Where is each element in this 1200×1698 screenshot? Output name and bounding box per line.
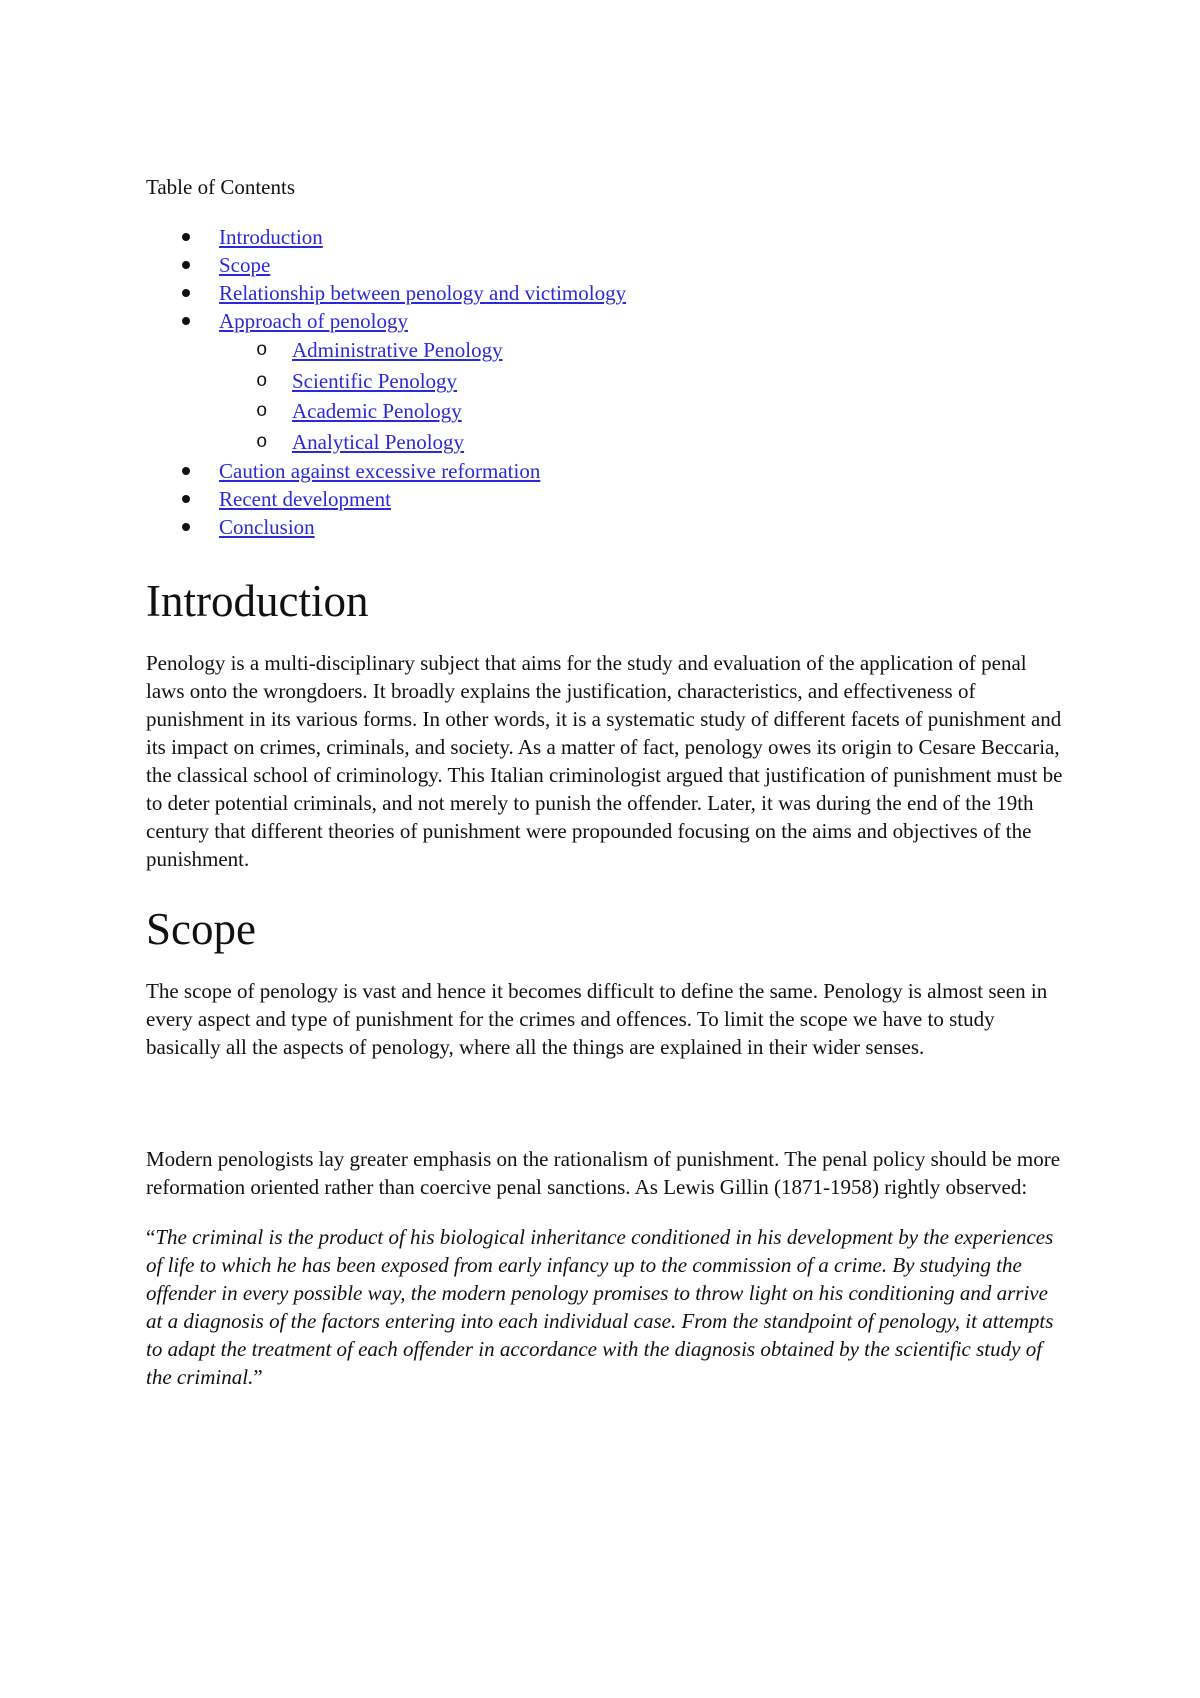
table-of-contents [146, 223, 1066, 541]
circle-bullet-icon: o [256, 369, 268, 392]
quote-open-mark: “ [146, 1225, 156, 1249]
gillin-quote [146, 1223, 1066, 1391]
circle-bullet-icon: o [256, 339, 268, 361]
toc-subitem-analytical [146, 427, 1066, 458]
bullet-icon [182, 261, 190, 269]
toc-item-scope [146, 251, 1066, 279]
toc-title: Table of Contents [146, 175, 295, 199]
toc-link-administrative-penology[interactable]: Administrative Penology [292, 338, 503, 362]
toc-link-scientific-penology[interactable]: Scientific Penology [292, 368, 458, 393]
quote-text: The criminal is the product of his biological inheritance conditioned in his development by the experiences of life to which he has been exposed from early infancy up to the commission of a crime. By studying the offender in every possible way, the modern penology promises to throw light on his conditioning and arrive at a diagnosis of the factors entering into each individual case. From the standpoint of penology, it attempts to adapt the treatment of each offender in accordance with the diagnosis obtained by the scientific study of the criminal. [146, 1225, 1054, 1389]
toc-link-approach[interactable]: Approach of penology [219, 309, 408, 333]
toc-item-relationship [146, 279, 1066, 307]
toc-link-scope[interactable]: Scope [219, 253, 271, 277]
bullet-icon [182, 233, 190, 241]
bullet-icon [182, 317, 190, 325]
toc-subitem-administrative [146, 335, 1066, 366]
toc-link-caution[interactable]: Caution against excessive reformation [219, 459, 541, 483]
toc-link-recent-development[interactable]: Recent development [219, 487, 392, 511]
scope-paragraph-modern: Modern penologists lay greater emphasis on the rationalism of punishment. The penal policy should be more reformation oriented rather than coercive penal sanctions. As Lewis Gillin (1871-1958) rightly observed: [146, 1147, 1061, 1199]
toc-subitem-scientific [146, 366, 1066, 397]
bullet-icon [182, 289, 190, 297]
bullet-icon [182, 523, 190, 531]
toc-item-conclusion [146, 513, 1066, 541]
document-content [146, 173, 1066, 1391]
scope-heading: Scope [146, 904, 256, 954]
toc-link-conclusion[interactable]: Conclusion [219, 515, 315, 539]
toc-item-recent-development [146, 485, 1066, 513]
bullet-icon [182, 495, 190, 503]
circle-bullet-icon: o [256, 430, 268, 453]
toc-link-introduction[interactable]: Introduction [219, 225, 323, 249]
toc-item-introduction [146, 223, 1066, 251]
introduction-heading: Introduction [146, 576, 369, 626]
toc-sublist [219, 335, 1066, 457]
toc-link-academic-penology[interactable]: Academic Penology [292, 399, 462, 423]
quote-close-mark: ” [253, 1365, 263, 1389]
toc-subitem-academic [146, 396, 1066, 427]
introduction-paragraph: Penology is a multi-disciplinary subject that aims for the study and evaluation of the application of penal laws onto the wrongdoers. It broadly explains the justification, characteristics, and effectiveness of punishment in its various forms. In other words, it is a systematic study of different facets of punishment and its impact on crimes, criminals, and society. As a matter of fact, penology owes its origin to Cesare Beccaria, the classical school of criminology. This Italian criminologist argued that justification of punishment must be to deter potential criminals, and not merely to punish the offender. Later, it was during the end of the 19th century that different theories of punishment were propounded focusing on the aims and objectives of the punishment. [146, 651, 1063, 871]
circle-bullet-icon: o [256, 400, 268, 422]
scope-paragraph: The scope of penology is vast and hence it becomes difficult to define the same. Penology is almost seen in every aspect and type of punishment for the crimes and offences. To limit the scope we have to study basically all the aspects of penology, where all the things are explained in their wider senses. [146, 979, 1048, 1059]
toc-link-relationship[interactable]: Relationship between penology and victimology [219, 281, 627, 305]
toc-item-approach [146, 307, 1066, 457]
toc-link-analytical-penology[interactable]: Analytical Penology [292, 429, 465, 454]
toc-item-caution [146, 457, 1066, 485]
bullet-icon [182, 467, 190, 475]
